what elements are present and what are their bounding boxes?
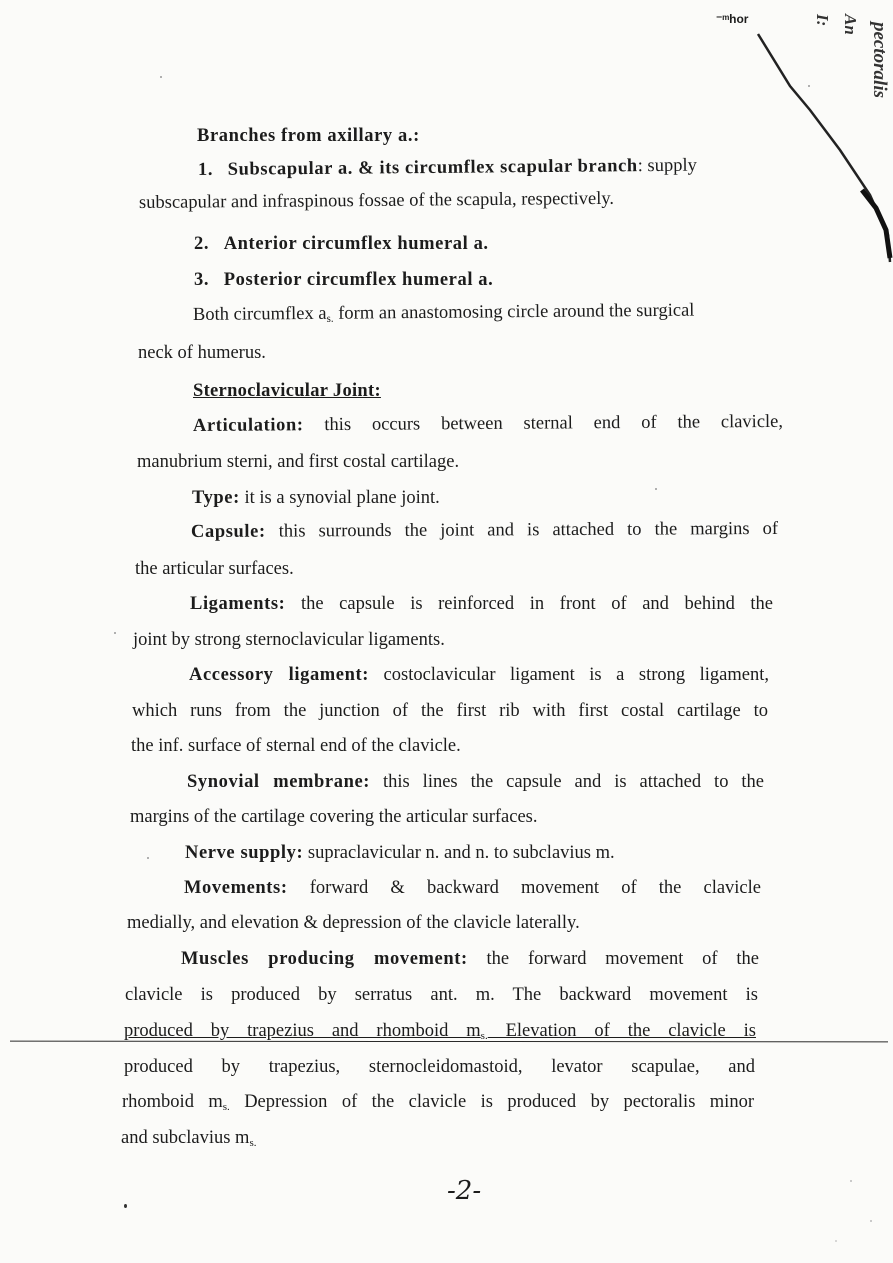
capsule-label: Capsule: — [190, 521, 266, 542]
scan-speck — [655, 488, 657, 490]
scan-speck — [160, 76, 162, 78]
branches-heading: Branches from axillary a.: — [197, 126, 420, 146]
type-text: it is a synovial plane joint. — [239, 488, 440, 508]
page-number: -2- — [447, 1176, 482, 1206]
nerve-text: supraclavicular n. and n. to subclavius m. — [303, 843, 615, 863]
horizontal-rule — [10, 1041, 888, 1043]
articulation-label: Articulation: — [192, 415, 304, 436]
muscles-line-1 — [181, 948, 759, 970]
nerve-line — [185, 842, 615, 864]
movements-line-1 — [184, 877, 761, 899]
circumflex-line-2: neck of humerus. — [138, 343, 266, 363]
list-item-3 — [194, 269, 493, 291]
list-item-1 — [198, 155, 697, 181]
muscles-line-3 — [124, 1020, 756, 1042]
muscles-line-4-text: produced by trapezius, sternocleidomastoid, levator scapulae, and — [124, 1057, 755, 1077]
movements-text: forward & backward movement of the clavicle — [287, 878, 761, 898]
item2-title: Anterior circumflex humeral a. — [223, 234, 489, 254]
circumflex-sub: s. — [326, 312, 334, 325]
item1-rest: : supply — [637, 155, 697, 177]
movements-line-2: medially, and elevation & depression of the clavicle laterally. — [127, 913, 580, 933]
accessory-line-2 — [132, 700, 768, 722]
circumflex-line-1 — [193, 300, 695, 326]
accessory-text: costoclavicular ligament is a strong ligament, — [369, 665, 769, 685]
muscles-line-5 — [122, 1091, 754, 1113]
synovial-line-1 — [187, 771, 764, 793]
muscles-line-6 — [121, 1127, 256, 1149]
muscles-line-5-b: Depression of the clavicle is produced by pectoralis minor — [229, 1092, 754, 1112]
muscles-text: the forward movement of the — [467, 949, 759, 969]
scan-speck — [850, 1180, 852, 1182]
nerve-label: Nerve supply: — [185, 843, 304, 863]
accessory-label: Accessory ligament: — [189, 665, 370, 685]
muscles-line-6-a: and subclavius m — [121, 1128, 250, 1148]
articulation-line-1 — [193, 411, 783, 437]
capsule-text: this surrounds the joint and is attached to the margins of — [265, 518, 779, 542]
type-label: Type: — [192, 488, 240, 508]
muscles-line-6-sub: s. — [249, 1137, 257, 1149]
synovial-text: this lines the capsule and is attached to the — [370, 772, 764, 792]
muscles-line-4 — [124, 1056, 755, 1078]
ligaments-text: the capsule is reinforced in front of and behind the — [285, 594, 773, 614]
accessory-line-3: the inf. surface of sternal end of the clavicle. — [131, 736, 461, 756]
articulation-text: this occurs between sternal end of the clavicle, — [303, 411, 784, 436]
type-line — [192, 487, 440, 509]
accessory-line-1 — [189, 664, 769, 686]
item3-title: Posterior circumflex humeral a. — [223, 270, 494, 290]
capsule-line-1 — [191, 518, 778, 543]
muscles-line-3-sub: s. — [480, 1030, 488, 1042]
scan-speck — [124, 1204, 127, 1208]
muscles-line-3-a: produced by trapezius and rhomboid m — [124, 1021, 481, 1041]
circumflex-text-a: Both circumflex a — [192, 303, 327, 325]
ligaments-line-1 — [190, 593, 773, 615]
synovial-label: Synovial membrane: — [187, 772, 371, 792]
margin-diagonal-line — [750, 30, 893, 270]
movements-label: Movements: — [184, 878, 288, 898]
list-item-2 — [194, 233, 489, 255]
joint-heading: Sternoclavicular Joint: — [193, 381, 381, 401]
item1-number: 1. — [197, 159, 214, 180]
item1-line-2: subscapular and infraspinous fossae of the scapula, respectively. — [138, 188, 615, 213]
circumflex-text-b: form an anastomosing circle around the surgical — [333, 300, 695, 324]
muscles-line-5-sub: s. — [222, 1101, 230, 1113]
item2-number: 2. — [194, 234, 210, 254]
ligaments-label: Ligaments: — [190, 594, 286, 614]
margin-fragment: ⁻ᵐhor — [716, 12, 749, 26]
item3-number: 3. — [194, 270, 210, 290]
muscles-line-3-b: Elevation of the clavicle is — [487, 1021, 756, 1041]
capsule-line-2: the articular surfaces. — [135, 559, 294, 579]
margin-note-2: An — [841, 14, 860, 35]
synovial-line-2: margins of the cartilage covering the articular surfaces. — [130, 807, 538, 827]
accessory-line-2-text: which runs from the junction of the first rib with first costal cartilage to — [132, 701, 768, 721]
ligaments-line-2: joint by strong sternoclavicular ligaments. — [133, 630, 445, 650]
scan-speck — [808, 85, 810, 87]
scan-speck — [835, 1240, 837, 1242]
muscles-line-2-text: clavicle is produced by serratus ant. m. The backward movement is — [125, 985, 758, 1005]
muscles-label: Muscles producing movement: — [181, 949, 468, 969]
muscles-line-5-a: rhomboid m — [122, 1092, 223, 1112]
scan-speck — [870, 1220, 872, 1222]
scan-speck — [147, 857, 149, 859]
muscles-line-2 — [125, 984, 758, 1006]
item1-title: Subscapular a. & its circumflex scapular branch — [227, 156, 638, 180]
margin-note-1: I: — [813, 14, 832, 27]
articulation-line-2: manubrium sterni, and first costal cartilage. — [137, 452, 460, 472]
margin-note-3: pectoralis — [869, 22, 890, 98]
scan-speck — [114, 632, 116, 634]
